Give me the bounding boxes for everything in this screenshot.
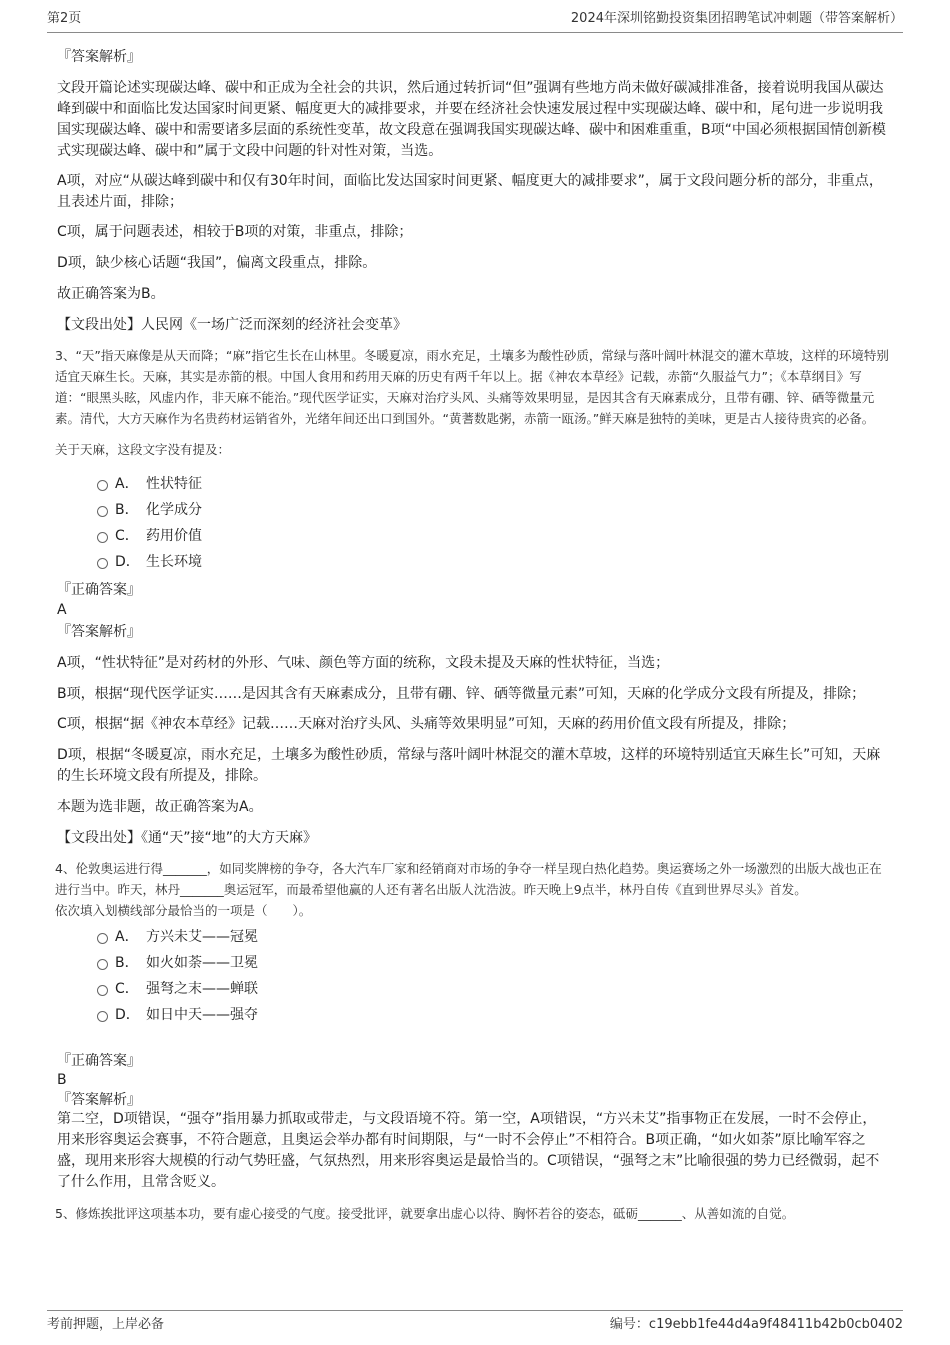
q3-option-c-analysis: C项，根据“据《神农本草经》记载……天麻对治疗头风、头痛等效果明显”可知，天麻的药用价值文段有所提及，排除； bbox=[57, 716, 796, 732]
q4-answer-label: 『正确答案』 bbox=[57, 1053, 141, 1069]
q3-question: 关于天麻，这段文字没有提及： bbox=[55, 442, 231, 457]
q2-option-d-analysis: D项，缺少核心话题“我国”，偏离文段重点，排除。 bbox=[57, 255, 377, 271]
q4-question: 依次填入划横线部分最恰当的一项是（ ）。 bbox=[55, 903, 312, 918]
q4-option-c[interactable] bbox=[57, 976, 889, 1002]
q2-source: 【文段出处】人民网《一场广泛而深刻的经济社会变革》 bbox=[57, 317, 407, 333]
page-footer bbox=[47, 1310, 903, 1337]
radio-button-icon[interactable] bbox=[97, 480, 108, 491]
option-letter: B． bbox=[115, 955, 139, 971]
option-text: 药用价值 bbox=[146, 528, 202, 544]
document-title: 2024年深圳铭勤投资集团招聘笔试冲刺题（带答案解析） bbox=[570, 11, 903, 26]
footer-slogan: 考前押题，上岸必备 bbox=[47, 1317, 165, 1332]
q4-answer: B bbox=[57, 1072, 67, 1088]
q3-conclusion: 本题为选非题，故正确答案为A。 bbox=[57, 799, 263, 815]
q3-option-b-analysis: B项，根据“现代医学证实……是因其含有天麻素成分，且带有硼、锌、硒等微量元素”可知，天麻的化学成分文段有所提及，排除； bbox=[57, 686, 866, 702]
option-letter: A． bbox=[115, 929, 139, 945]
option-letter: A． bbox=[115, 476, 139, 492]
page-header bbox=[47, 8, 903, 33]
q3-option-a-analysis: A项，“性状特征”是对药材的外形、气味、颜色等方面的统称，文段未提及天麻的性状特征，当选； bbox=[57, 655, 670, 671]
q3-option-c[interactable] bbox=[57, 523, 889, 549]
document-content bbox=[57, 40, 889, 1224]
q2-analysis-label: 『答案解析』 bbox=[57, 49, 141, 65]
option-letter: D． bbox=[115, 1007, 140, 1023]
q2-option-a-analysis: A项，对应“从碳达峰到碳中和仅有30年时间，面临比发达国家时间更紧、幅度更大的减排要求”，属于文段问题分析的部分，非重点，且表述片面，排除； bbox=[57, 173, 883, 210]
document-id: 编号：c19ebb1fe44d4a9f48411b42b0cb0402 bbox=[609, 1317, 903, 1332]
option-letter: C． bbox=[115, 528, 139, 544]
q2-conclusion: 故正确答案为B。 bbox=[57, 286, 165, 302]
radio-button-icon[interactable] bbox=[97, 558, 108, 569]
q3-stem: 3、“天”指天麻像是从天而降；“麻”指它生长在山林里。冬暖夏凉，雨水充足，土壤多为酸性砂质，常绿与落叶阔叶林混交的灌木草坡，这样的环境特别适宜天麻生长。天麻，其实是赤箭的根。中国人食用和药用天麻的历史有两千年以上。据《神农本草经》记载，赤箭“久服益气力”；《本草纲目》写道：“眼黑头眩，风虚内作，非天麻不能治。”现代医学证实，天麻对治疗头风、头痛等效果明显，是因其含有天麻素成分，且带有硼、锌、硒等微量元素。清代，大方天麻作为名贵药材运销省外，光绪年间还出口到国外。“黄蓍数匙粥，赤箭一瓯汤。”鲜天麻是独特的美味，更是古人接待贵宾的必备。 bbox=[55, 348, 889, 426]
radio-button-icon[interactable] bbox=[97, 1011, 108, 1022]
q5-stem: 5、修炼挨批评这项基本功，要有虚心接受的气度。接受批评，就要拿出虚心以待、胸怀若谷的姿态，砥砺_______、从善如流的自觉。 bbox=[55, 1206, 795, 1221]
radio-button-icon[interactable] bbox=[97, 933, 108, 944]
q4-options bbox=[57, 924, 889, 1028]
option-letter: D． bbox=[115, 554, 140, 570]
option-text: 生长环境 bbox=[146, 554, 202, 570]
q3-option-d[interactable] bbox=[57, 549, 889, 575]
radio-button-icon[interactable] bbox=[97, 985, 108, 996]
q3-source: 【文段出处】《通“天”接“地”的大方天麻》 bbox=[57, 830, 318, 846]
option-letter: B． bbox=[115, 502, 139, 518]
radio-button-icon[interactable] bbox=[97, 532, 108, 543]
q3-answer: A bbox=[57, 602, 67, 618]
q3-answer-label: 『正确答案』 bbox=[57, 582, 141, 598]
q2-option-c-analysis: C项，属于问题表述，相较于B项的对策，非重点，排除； bbox=[57, 224, 413, 240]
q4-analysis-label: 『答案解析』 bbox=[57, 1092, 141, 1108]
option-text: 如日中天——强夺 bbox=[146, 1007, 258, 1023]
option-text: 强弩之末——蝉联 bbox=[146, 981, 258, 997]
option-text: 方兴未艾——冠冕 bbox=[146, 929, 258, 945]
option-text: 化学成分 bbox=[146, 502, 202, 518]
option-text: 如火如荼——卫冕 bbox=[146, 955, 258, 971]
q4-stem: 4、伦敦奥运进行得_______，如同奖牌榜的争夺，各大汽车厂家和经销商对市场的争夺一样呈现白热化趋势。奥运赛场之外一场激烈的出版大战也正在进行当中。昨天，林丹_______奥运冠军，而最希望他赢的人还有著名出版人沈浩波。昨天晚上9点半，林丹自传《直到世界尽头》首发。 bbox=[55, 861, 882, 897]
page-number: 第2页 bbox=[47, 11, 82, 26]
option-text: 性状特征 bbox=[146, 476, 202, 492]
q4-option-d[interactable] bbox=[57, 1002, 889, 1028]
radio-button-icon[interactable] bbox=[97, 959, 108, 970]
q4-option-b[interactable] bbox=[57, 950, 889, 976]
q3-option-a[interactable] bbox=[57, 471, 889, 497]
q3-option-d-analysis: D项，根据“冬暖夏凉，雨水充足，土壤多为酸性砂质，常绿与落叶阔叶林混交的灌木草坡，这样的环境特别适宜天麻生长”可知，天麻的生长环境文段有所提及，排除。 bbox=[57, 747, 881, 784]
q3-options bbox=[57, 471, 889, 575]
q4-analysis: 第二空，D项错误，“强夺”指用暴力抓取或带走，与文段语境不符。第一空，A项错误，“方兴未艾”指事物正在发展，一时不会停止，用来形容奥运会赛事，不符合题意，且奥运会举办都有时间期限，与“一时不会停止”不相符合。B项正确，“如火如荼”原比喻军容之盛，现用来形容大规模的行动气势旺盛，气氛热烈，用来形容奥运是最恰当的。C项错误，“强弩之末”比喻很强的势力已经微弱，起不了什么作用，且常含贬义。 bbox=[57, 1111, 880, 1190]
q2-analysis-paragraph: 文段开篇论述实现碳达峰、碳中和正成为全社会的共识，然后通过转折词“但”强调有些地方尚未做好碳减排准备，接着说明我国从碳达峰到碳中和面临比发达国家时间更紧、幅度更大的减排要求，并要在经济社会快速发展过程中实现碳达峰、碳中和，尾句进一步说明我国实现碳达峰、碳中和需要诸多层面的系统性变革，故文段意在强调我国实现碳达峰、碳中和困难重重，B项“中国必须根据国情创新模式实现碳达峰、碳中和”属于文段中问题的针对性对策，当选。 bbox=[57, 80, 886, 159]
q3-option-b[interactable] bbox=[57, 497, 889, 523]
option-letter: C． bbox=[115, 981, 139, 997]
q4-option-a[interactable] bbox=[57, 924, 889, 950]
radio-button-icon[interactable] bbox=[97, 506, 108, 517]
q3-analysis-label: 『答案解析』 bbox=[57, 624, 141, 640]
